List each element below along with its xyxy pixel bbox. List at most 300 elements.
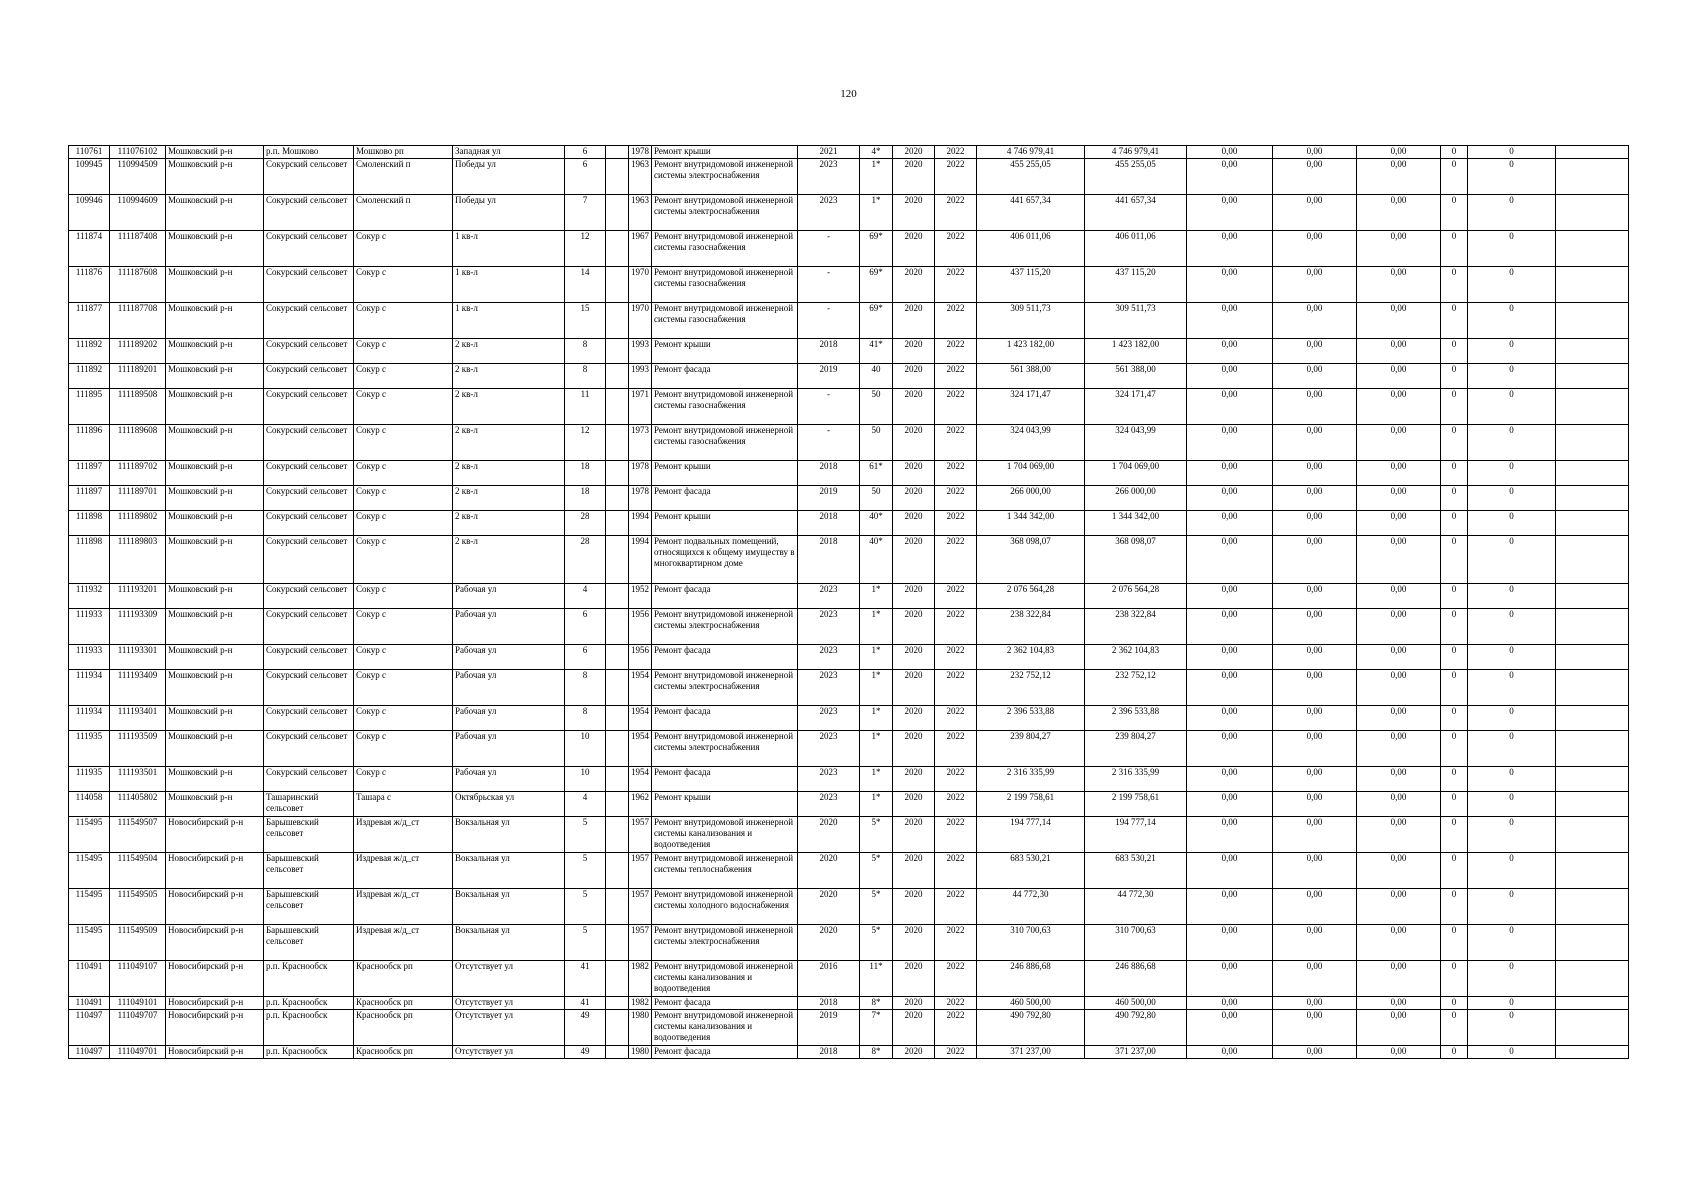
repair-program-table bbox=[68, 145, 1629, 1059]
cell-plan-start: 2020 bbox=[893, 339, 935, 364]
cell-note bbox=[1556, 1046, 1629, 1059]
cell-plan-start: 2020 bbox=[893, 425, 935, 461]
cell-f3: 0,00 bbox=[1357, 706, 1441, 731]
cell-f3: 0,00 bbox=[1357, 609, 1441, 645]
cell-f3: 0,00 bbox=[1357, 389, 1441, 425]
cell-building bbox=[606, 486, 629, 511]
cell-municipality: Барышевский сельсовет bbox=[264, 925, 354, 961]
cell-building bbox=[606, 536, 629, 584]
cell-n1: 0 bbox=[1441, 961, 1468, 997]
cell-last-repair: 2023 bbox=[798, 767, 860, 792]
cell-id: 115495 bbox=[69, 925, 110, 961]
cell-plan-start: 2020 bbox=[893, 231, 935, 267]
cell-work: Ремонт внутридомовой инженерной системы канализования и водоотведения bbox=[652, 961, 798, 997]
cell-year: 1973 bbox=[629, 425, 652, 461]
cell-building bbox=[606, 1010, 629, 1046]
cell-street: Вокзальная ул bbox=[453, 817, 565, 853]
cell-year: 1962 bbox=[629, 792, 652, 817]
cell-settlement: Сокур с bbox=[354, 511, 453, 536]
cell-last-repair: 2019 bbox=[798, 364, 860, 389]
cell-last-repair: 2020 bbox=[798, 925, 860, 961]
cell-code: 111049107 bbox=[110, 961, 166, 997]
cell-plan-start: 2020 bbox=[893, 303, 935, 339]
cell-f2: 0,00 bbox=[1273, 997, 1357, 1010]
cell-f3: 0,00 bbox=[1357, 961, 1441, 997]
cell-work: Ремонт внутридомовой инженерной системы газоснабжения bbox=[652, 303, 798, 339]
cell-ref: 41* bbox=[860, 339, 893, 364]
cell-district: Мошковский р-н bbox=[166, 792, 264, 817]
cell-id: 111935 bbox=[69, 731, 110, 767]
cell-f2: 0,00 bbox=[1273, 364, 1357, 389]
cell-n1: 0 bbox=[1441, 925, 1468, 961]
cell-plan-end: 2022 bbox=[935, 889, 977, 925]
cell-id: 111896 bbox=[69, 425, 110, 461]
table-row bbox=[69, 767, 1629, 792]
cell-district: Мошковский р-н bbox=[166, 146, 264, 159]
cell-house: 6 bbox=[565, 159, 606, 195]
cell-f1: 0,00 bbox=[1187, 609, 1273, 645]
cell-last-repair: 2023 bbox=[798, 792, 860, 817]
cell-ref: 8* bbox=[860, 1046, 893, 1059]
table-row bbox=[69, 364, 1629, 389]
cell-f2: 0,00 bbox=[1273, 817, 1357, 853]
cell-plan-end: 2022 bbox=[935, 461, 977, 486]
cell-f1: 0,00 bbox=[1187, 767, 1273, 792]
cell-n2: 0 bbox=[1468, 645, 1556, 670]
cell-id: 115495 bbox=[69, 889, 110, 925]
cell-n2: 0 bbox=[1468, 853, 1556, 889]
cell-year: 1954 bbox=[629, 767, 652, 792]
cell-cost-regional: 683 530,21 bbox=[1085, 853, 1187, 889]
cell-street: Отсутствует ул bbox=[453, 961, 565, 997]
cell-cost-total: 309 511,73 bbox=[977, 303, 1085, 339]
cell-house: 8 bbox=[565, 670, 606, 706]
cell-house: 15 bbox=[565, 303, 606, 339]
cell-note bbox=[1556, 1010, 1629, 1046]
cell-cost-total: 1 344 342,00 bbox=[977, 511, 1085, 536]
cell-cost-regional: 4 746 979,41 bbox=[1085, 146, 1187, 159]
cell-f3: 0,00 bbox=[1357, 511, 1441, 536]
cell-f2: 0,00 bbox=[1273, 303, 1357, 339]
cell-building bbox=[606, 195, 629, 231]
cell-work: Ремонт внутридомовой инженерной системы электроснабжения bbox=[652, 159, 798, 195]
cell-district: Мошковский р-н bbox=[166, 461, 264, 486]
cell-year: 1982 bbox=[629, 997, 652, 1010]
cell-street: 1 кв-л bbox=[453, 303, 565, 339]
cell-district: Мошковский р-н bbox=[166, 511, 264, 536]
cell-note bbox=[1556, 731, 1629, 767]
cell-building bbox=[606, 853, 629, 889]
cell-code: 110994509 bbox=[110, 159, 166, 195]
cell-house: 18 bbox=[565, 461, 606, 486]
cell-plan-end: 2022 bbox=[935, 364, 977, 389]
cell-district: Мошковский р-н bbox=[166, 670, 264, 706]
cell-id: 111897 bbox=[69, 486, 110, 511]
cell-municipality: р.п. Мошково bbox=[264, 146, 354, 159]
cell-f2: 0,00 bbox=[1273, 511, 1357, 536]
cell-plan-start: 2020 bbox=[893, 706, 935, 731]
cell-note bbox=[1556, 511, 1629, 536]
cell-work: Ремонт внутридомовой инженерной системы газоснабжения bbox=[652, 389, 798, 425]
cell-f1: 0,00 bbox=[1187, 961, 1273, 997]
cell-cost-regional: 455 255,05 bbox=[1085, 159, 1187, 195]
cell-municipality: Сокурский сельсовет bbox=[264, 609, 354, 645]
cell-code: 111405802 bbox=[110, 792, 166, 817]
cell-cost-total: 2 362 104,83 bbox=[977, 645, 1085, 670]
cell-last-repair: 2018 bbox=[798, 1046, 860, 1059]
cell-plan-start: 2020 bbox=[893, 853, 935, 889]
cell-f1: 0,00 bbox=[1187, 584, 1273, 609]
cell-f3: 0,00 bbox=[1357, 925, 1441, 961]
cell-note bbox=[1556, 609, 1629, 645]
cell-cost-regional: 309 511,73 bbox=[1085, 303, 1187, 339]
cell-f1: 0,00 bbox=[1187, 159, 1273, 195]
cell-n2: 0 bbox=[1468, 889, 1556, 925]
cell-f2: 0,00 bbox=[1273, 584, 1357, 609]
cell-house: 28 bbox=[565, 536, 606, 584]
cell-district: Мошковский р-н bbox=[166, 767, 264, 792]
cell-work: Ремонт фасада bbox=[652, 1046, 798, 1059]
cell-f3: 0,00 bbox=[1357, 486, 1441, 511]
cell-cost-total: 437 115,20 bbox=[977, 267, 1085, 303]
cell-note bbox=[1556, 231, 1629, 267]
cell-settlement: Издревая ж/д_ст bbox=[354, 889, 453, 925]
cell-code: 111193401 bbox=[110, 706, 166, 731]
cell-year: 1963 bbox=[629, 195, 652, 231]
cell-settlement: Сокур с bbox=[354, 670, 453, 706]
cell-f3: 0,00 bbox=[1357, 425, 1441, 461]
cell-district: Мошковский р-н bbox=[166, 159, 264, 195]
cell-cost-regional: 310 700,63 bbox=[1085, 925, 1187, 961]
cell-building bbox=[606, 159, 629, 195]
cell-last-repair: 2018 bbox=[798, 339, 860, 364]
cell-work: Ремонт крыши bbox=[652, 146, 798, 159]
cell-settlement: Сокур с bbox=[354, 767, 453, 792]
cell-cost-total: 2 316 335,99 bbox=[977, 767, 1085, 792]
cell-f1: 0,00 bbox=[1187, 511, 1273, 536]
cell-note bbox=[1556, 817, 1629, 853]
cell-last-repair: 2018 bbox=[798, 461, 860, 486]
cell-last-repair: - bbox=[798, 303, 860, 339]
cell-cost-regional: 2 199 758,61 bbox=[1085, 792, 1187, 817]
table-row bbox=[69, 609, 1629, 645]
cell-n2: 0 bbox=[1468, 339, 1556, 364]
cell-ref: 7* bbox=[860, 1010, 893, 1046]
cell-n2: 0 bbox=[1468, 511, 1556, 536]
cell-cost-total: 561 388,00 bbox=[977, 364, 1085, 389]
cell-year: 1956 bbox=[629, 645, 652, 670]
cell-n2: 0 bbox=[1468, 536, 1556, 584]
cell-plan-end: 2022 bbox=[935, 584, 977, 609]
cell-n2: 0 bbox=[1468, 670, 1556, 706]
cell-f3: 0,00 bbox=[1357, 767, 1441, 792]
cell-n2: 0 bbox=[1468, 267, 1556, 303]
cell-f2: 0,00 bbox=[1273, 146, 1357, 159]
cell-plan-start: 2020 bbox=[893, 536, 935, 584]
cell-last-repair: - bbox=[798, 425, 860, 461]
cell-year: 1956 bbox=[629, 609, 652, 645]
cell-id: 111895 bbox=[69, 389, 110, 425]
cell-f2: 0,00 bbox=[1273, 767, 1357, 792]
cell-district: Мошковский р-н bbox=[166, 231, 264, 267]
cell-f3: 0,00 bbox=[1357, 670, 1441, 706]
cell-f1: 0,00 bbox=[1187, 817, 1273, 853]
cell-note bbox=[1556, 425, 1629, 461]
cell-plan-end: 2022 bbox=[935, 792, 977, 817]
cell-settlement: Издревая ж/д_ст bbox=[354, 925, 453, 961]
cell-plan-start: 2020 bbox=[893, 486, 935, 511]
cell-municipality: р.п. Краснообск bbox=[264, 1010, 354, 1046]
cell-n2: 0 bbox=[1468, 389, 1556, 425]
cell-f2: 0,00 bbox=[1273, 853, 1357, 889]
table-row bbox=[69, 645, 1629, 670]
cell-plan-end: 2022 bbox=[935, 961, 977, 997]
cell-f2: 0,00 bbox=[1273, 486, 1357, 511]
table-row bbox=[69, 159, 1629, 195]
cell-id: 110497 bbox=[69, 1010, 110, 1046]
cell-f1: 0,00 bbox=[1187, 461, 1273, 486]
cell-house: 8 bbox=[565, 364, 606, 389]
cell-last-repair: - bbox=[798, 231, 860, 267]
cell-settlement: Краснообск рп bbox=[354, 961, 453, 997]
cell-note bbox=[1556, 645, 1629, 670]
cell-n2: 0 bbox=[1468, 609, 1556, 645]
table-row bbox=[69, 461, 1629, 486]
table-row bbox=[69, 389, 1629, 425]
cell-cost-total: 2 396 533,88 bbox=[977, 706, 1085, 731]
cell-district: Новосибирский р-н bbox=[166, 925, 264, 961]
cell-district: Новосибирский р-н bbox=[166, 1010, 264, 1046]
table-row bbox=[69, 853, 1629, 889]
cell-note bbox=[1556, 997, 1629, 1010]
cell-id: 111898 bbox=[69, 536, 110, 584]
cell-last-repair: 2020 bbox=[798, 853, 860, 889]
cell-ref: 4* bbox=[860, 146, 893, 159]
cell-house: 41 bbox=[565, 961, 606, 997]
cell-note bbox=[1556, 925, 1629, 961]
cell-plan-end: 2022 bbox=[935, 146, 977, 159]
cell-cost-total: 455 255,05 bbox=[977, 159, 1085, 195]
cell-n1: 0 bbox=[1441, 997, 1468, 1010]
cell-plan-start: 2020 bbox=[893, 645, 935, 670]
cell-f3: 0,00 bbox=[1357, 536, 1441, 584]
cell-house: 8 bbox=[565, 339, 606, 364]
cell-n1: 0 bbox=[1441, 231, 1468, 267]
cell-district: Мошковский р-н bbox=[166, 609, 264, 645]
cell-cost-regional: 406 011,06 bbox=[1085, 231, 1187, 267]
cell-cost-total: 238 322,84 bbox=[977, 609, 1085, 645]
cell-year: 1954 bbox=[629, 706, 652, 731]
cell-street: Рабочая ул bbox=[453, 767, 565, 792]
cell-district: Новосибирский р-н bbox=[166, 889, 264, 925]
cell-year: 1978 bbox=[629, 146, 652, 159]
cell-f2: 0,00 bbox=[1273, 461, 1357, 486]
cell-n1: 0 bbox=[1441, 425, 1468, 461]
cell-municipality: Барышевский сельсовет bbox=[264, 817, 354, 853]
cell-settlement: Издревая ж/д_ст bbox=[354, 853, 453, 889]
cell-settlement: Сокур с bbox=[354, 425, 453, 461]
cell-street: Рабочая ул bbox=[453, 670, 565, 706]
cell-street: 2 кв-л bbox=[453, 511, 565, 536]
cell-f2: 0,00 bbox=[1273, 706, 1357, 731]
cell-work: Ремонт внутридомовой инженерной системы газоснабжения bbox=[652, 231, 798, 267]
cell-code: 111189202 bbox=[110, 339, 166, 364]
cell-year: 1967 bbox=[629, 231, 652, 267]
cell-n1: 0 bbox=[1441, 339, 1468, 364]
table-row bbox=[69, 267, 1629, 303]
cell-n1: 0 bbox=[1441, 670, 1468, 706]
cell-note bbox=[1556, 267, 1629, 303]
cell-f3: 0,00 bbox=[1357, 853, 1441, 889]
cell-district: Мошковский р-н bbox=[166, 267, 264, 303]
cell-district: Мошковский р-н bbox=[166, 195, 264, 231]
table-row bbox=[69, 889, 1629, 925]
cell-work: Ремонт внутридомовой инженерной системы электроснабжения bbox=[652, 670, 798, 706]
cell-cost-total: 266 000,00 bbox=[977, 486, 1085, 511]
cell-f2: 0,00 bbox=[1273, 1010, 1357, 1046]
cell-building bbox=[606, 817, 629, 853]
cell-f3: 0,00 bbox=[1357, 146, 1441, 159]
cell-municipality: Сокурский сельсовет bbox=[264, 584, 354, 609]
cell-n2: 0 bbox=[1468, 1010, 1556, 1046]
cell-n1: 0 bbox=[1441, 706, 1468, 731]
cell-municipality: Сокурский сельсовет bbox=[264, 486, 354, 511]
cell-f3: 0,00 bbox=[1357, 231, 1441, 267]
cell-f2: 0,00 bbox=[1273, 645, 1357, 670]
cell-note bbox=[1556, 159, 1629, 195]
cell-code: 111187408 bbox=[110, 231, 166, 267]
cell-cost-regional: 238 322,84 bbox=[1085, 609, 1187, 645]
table-row bbox=[69, 231, 1629, 267]
cell-year: 1952 bbox=[629, 584, 652, 609]
cell-cost-regional: 368 098,07 bbox=[1085, 536, 1187, 584]
cell-cost-regional: 561 388,00 bbox=[1085, 364, 1187, 389]
cell-plan-end: 2022 bbox=[935, 486, 977, 511]
table-row bbox=[69, 731, 1629, 767]
cell-municipality: Сокурский сельсовет bbox=[264, 670, 354, 706]
cell-municipality: Сокурский сельсовет bbox=[264, 231, 354, 267]
cell-n1: 0 bbox=[1441, 889, 1468, 925]
cell-building bbox=[606, 792, 629, 817]
cell-n1: 0 bbox=[1441, 609, 1468, 645]
cell-settlement: Ташара с bbox=[354, 792, 453, 817]
cell-plan-end: 2022 bbox=[935, 1010, 977, 1046]
cell-work: Ремонт крыши bbox=[652, 339, 798, 364]
cell-plan-end: 2022 bbox=[935, 817, 977, 853]
cell-house: 6 bbox=[565, 645, 606, 670]
cell-n1: 0 bbox=[1441, 767, 1468, 792]
cell-f1: 0,00 bbox=[1187, 267, 1273, 303]
cell-code: 111189701 bbox=[110, 486, 166, 511]
cell-ref: 40* bbox=[860, 511, 893, 536]
cell-note bbox=[1556, 584, 1629, 609]
cell-plan-start: 2020 bbox=[893, 609, 935, 645]
cell-plan-end: 2022 bbox=[935, 267, 977, 303]
cell-building bbox=[606, 925, 629, 961]
cell-year: 1978 bbox=[629, 461, 652, 486]
cell-plan-start: 2020 bbox=[893, 792, 935, 817]
cell-n2: 0 bbox=[1468, 792, 1556, 817]
cell-ref: 5* bbox=[860, 817, 893, 853]
cell-cost-total: 246 886,68 bbox=[977, 961, 1085, 997]
cell-last-repair: 2023 bbox=[798, 670, 860, 706]
cell-house: 4 bbox=[565, 792, 606, 817]
cell-id: 110491 bbox=[69, 961, 110, 997]
cell-plan-start: 2020 bbox=[893, 817, 935, 853]
cell-f3: 0,00 bbox=[1357, 817, 1441, 853]
cell-work: Ремонт крыши bbox=[652, 461, 798, 486]
cell-settlement: Издревая ж/д_ст bbox=[354, 817, 453, 853]
cell-building bbox=[606, 231, 629, 267]
cell-f2: 0,00 bbox=[1273, 267, 1357, 303]
cell-id: 111892 bbox=[69, 364, 110, 389]
cell-building bbox=[606, 609, 629, 645]
cell-code: 111189201 bbox=[110, 364, 166, 389]
cell-n1: 0 bbox=[1441, 1046, 1468, 1059]
cell-note bbox=[1556, 486, 1629, 511]
cell-plan-end: 2022 bbox=[935, 1046, 977, 1059]
cell-last-repair: 2023 bbox=[798, 731, 860, 767]
table-row bbox=[69, 792, 1629, 817]
cell-street: 2 кв-л bbox=[453, 364, 565, 389]
cell-f3: 0,00 bbox=[1357, 584, 1441, 609]
cell-n1: 0 bbox=[1441, 584, 1468, 609]
cell-last-repair: 2023 bbox=[798, 706, 860, 731]
cell-building bbox=[606, 461, 629, 486]
cell-code: 111193509 bbox=[110, 731, 166, 767]
cell-municipality: Сокурский сельсовет bbox=[264, 645, 354, 670]
cell-f2: 0,00 bbox=[1273, 339, 1357, 364]
cell-municipality: р.п. Краснообск bbox=[264, 997, 354, 1010]
cell-work: Ремонт фасада bbox=[652, 364, 798, 389]
cell-id: 111892 bbox=[69, 339, 110, 364]
table-row bbox=[69, 146, 1629, 159]
cell-work: Ремонт фасада bbox=[652, 645, 798, 670]
cell-street: Вокзальная ул bbox=[453, 853, 565, 889]
cell-work: Ремонт внутридомовой инженерной системы теплоснабжения bbox=[652, 853, 798, 889]
cell-f1: 0,00 bbox=[1187, 731, 1273, 767]
cell-f1: 0,00 bbox=[1187, 925, 1273, 961]
cell-cost-total: 232 752,12 bbox=[977, 670, 1085, 706]
table-row bbox=[69, 817, 1629, 853]
cell-note bbox=[1556, 961, 1629, 997]
cell-f2: 0,00 bbox=[1273, 425, 1357, 461]
cell-work: Ремонт крыши bbox=[652, 792, 798, 817]
cell-district: Новосибирский р-н bbox=[166, 1046, 264, 1059]
cell-street: Вокзальная ул bbox=[453, 889, 565, 925]
cell-cost-regional: 324 043,99 bbox=[1085, 425, 1187, 461]
cell-n2: 0 bbox=[1468, 146, 1556, 159]
cell-cost-total: 239 804,27 bbox=[977, 731, 1085, 767]
cell-ref: 69* bbox=[860, 303, 893, 339]
cell-f3: 0,00 bbox=[1357, 889, 1441, 925]
cell-last-repair: 2023 bbox=[798, 195, 860, 231]
cell-settlement: Сокур с bbox=[354, 536, 453, 584]
cell-f3: 0,00 bbox=[1357, 195, 1441, 231]
cell-id: 111933 bbox=[69, 609, 110, 645]
cell-f1: 0,00 bbox=[1187, 1046, 1273, 1059]
table-row bbox=[69, 339, 1629, 364]
cell-last-repair: 2018 bbox=[798, 997, 860, 1010]
cell-settlement: Краснообск рп bbox=[354, 1046, 453, 1059]
cell-street: Рабочая ул bbox=[453, 731, 565, 767]
cell-ref: 11* bbox=[860, 961, 893, 997]
cell-n2: 0 bbox=[1468, 159, 1556, 195]
cell-district: Новосибирский р-н bbox=[166, 961, 264, 997]
cell-ref: 1* bbox=[860, 670, 893, 706]
cell-f2: 0,00 bbox=[1273, 731, 1357, 767]
cell-f3: 0,00 bbox=[1357, 461, 1441, 486]
